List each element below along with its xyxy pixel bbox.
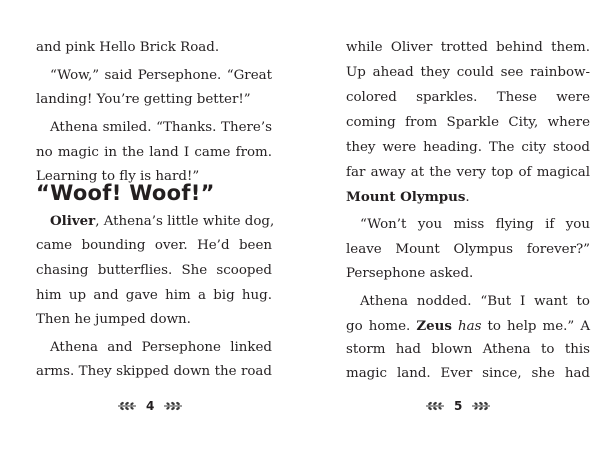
text-line: came bounding over. He’d been (36, 238, 272, 253)
text-line: “Won’t you miss flying if you (360, 217, 590, 232)
text-line: Athena nodded. “But I want to (360, 294, 590, 309)
text-fragment: . (465, 190, 470, 205)
text-line: Persephone asked. (346, 266, 474, 281)
text-line: “Wow,” said Persephone. “Great (50, 68, 272, 83)
page-footer (116, 396, 184, 416)
text-line: colored sparkles. These were (346, 90, 590, 105)
text-line: while Oliver trotted behind them. (346, 40, 590, 55)
text-line (346, 187, 590, 208)
woof-heading: “Woof! Woof!” (36, 181, 215, 205)
character-name: Zeus (416, 318, 452, 334)
laurel-sprig-icon (424, 399, 446, 413)
text-line: storm had blown Athena to this (346, 342, 590, 357)
text-line: magic land. Ever since, she had (346, 366, 590, 381)
text-line: leave Mount Olympus forever?” (346, 242, 590, 257)
text-line: coming from Sparkle City, where (346, 115, 590, 130)
text-line: Learning to fly is hard!” (36, 169, 200, 184)
text-fragment: to help me.” A (481, 319, 590, 334)
text-line: and pink Hello Brick Road. (36, 40, 220, 55)
text-line: arms. They skipped down the road (36, 364, 272, 379)
character-name: Oliver (50, 213, 96, 229)
text-line (36, 211, 275, 232)
right-page (300, 0, 600, 450)
text-line: Up ahead they could see rainbow- (346, 65, 590, 80)
page-footer (424, 396, 492, 416)
emphasis-word: has (458, 319, 482, 334)
laurel-sprig-icon (116, 399, 138, 413)
text-fragment: go home. (346, 319, 417, 334)
text-line: landing! You’re getting better!” (36, 92, 251, 107)
laurel-sprig-icon (470, 399, 492, 413)
page-number: 5 (454, 399, 463, 413)
text-line: they were heading. The city stood (346, 140, 590, 155)
text-fragment: , Athena’s little white dog, (95, 214, 275, 229)
text-line: chasing butterflies. She scooped (36, 263, 272, 278)
text-line: Athena and Persephone linked (50, 340, 272, 355)
page-number: 4 (146, 399, 155, 413)
text-line: far away at the very top of magical (346, 165, 590, 180)
text-line: Then he jumped down. (36, 312, 191, 327)
text-line (346, 316, 590, 337)
place-name: Mount Olympus (346, 189, 466, 205)
text-line: Athena smiled. “Thanks. There’s (50, 120, 272, 135)
laurel-sprig-icon (162, 399, 184, 413)
text-line: him up and gave him a big hug. (36, 288, 272, 303)
text-line: no magic in the land I came from. (36, 145, 272, 160)
